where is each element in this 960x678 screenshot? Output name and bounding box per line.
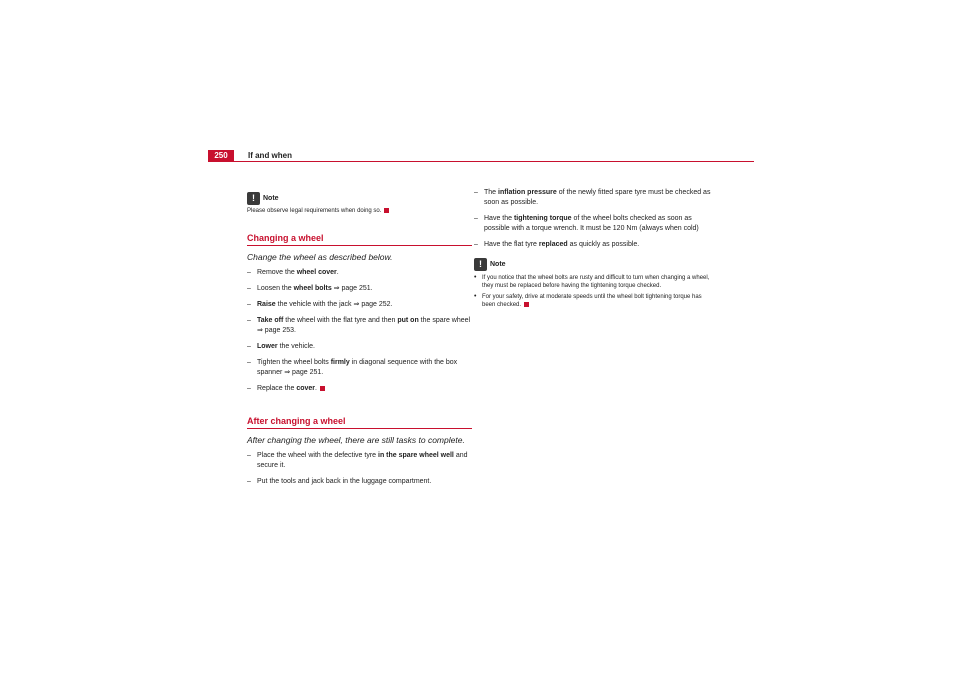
header-rule [208, 161, 754, 162]
header-title: If and when [248, 151, 292, 160]
page-number: 250 [208, 150, 234, 162]
step-item: – Place the wheel with the defective tyre in the spare wheel well and secure it. [247, 451, 472, 471]
end-mark-icon [320, 386, 325, 391]
note-bullet: • For your safety, drive at moderate speeds until the wheel bolt tightening torque has been checked. [474, 293, 714, 309]
note-bullet: • If you notice that the wheel bolts are rusty and difficult to turn when changing a wheel, they must be replaced before having the tightening torque checked. [474, 274, 714, 290]
step-item: – Lower the vehicle. [247, 342, 472, 352]
step-item: – Loosen the wheel bolts ⇒ page 251. [247, 284, 472, 294]
step-item: – Remove the wheel cover. [247, 268, 472, 278]
step-item: – Tighten the wheel bolts firmly in diagonal sequence with the box spanner ⇒ page 251. [247, 358, 472, 378]
note-hand-icon: ! [247, 192, 260, 205]
step-item: – Have the flat tyre replaced as quickly as possible. [474, 240, 714, 250]
note-text [247, 207, 472, 215]
left-column [247, 192, 472, 493]
note-label: Note [263, 194, 279, 202]
note-heading [474, 258, 714, 271]
step-item: – Put the tools and jack back in the luggage compartment. [247, 477, 472, 487]
section-subtitle-after: After changing the wheel, there are still tasks to complete. [247, 435, 465, 445]
step-item: – Have the tightening torque of the wheel bolts checked as soon as possible with a torque wrench. It must be 120 Nm (always when cold) [474, 214, 714, 234]
note-heading [247, 192, 472, 205]
section-title-after: After changing a wheel [247, 416, 472, 429]
note-text-content: Please observe legal requirements when doing so. [247, 208, 382, 214]
step-item: – Replace the cover. [247, 384, 472, 394]
section-title-changing: Changing a wheel [247, 233, 472, 246]
step-item: – The inflation pressure of the newly fitted spare tyre must be checked as soon as possible. [474, 188, 714, 208]
right-column [474, 188, 714, 309]
end-mark-icon [384, 208, 389, 213]
note-hand-icon: ! [474, 258, 487, 271]
step-item: – Take off the wheel with the flat tyre and then put on the spare wheel ⇒ page 253. [247, 316, 472, 336]
step-item: – Raise the vehicle with the jack ⇒ page 252. [247, 300, 472, 310]
section-subtitle-changing: Change the wheel as described below. [247, 252, 393, 262]
end-mark-icon [524, 302, 529, 307]
note-label: Note [490, 260, 506, 268]
